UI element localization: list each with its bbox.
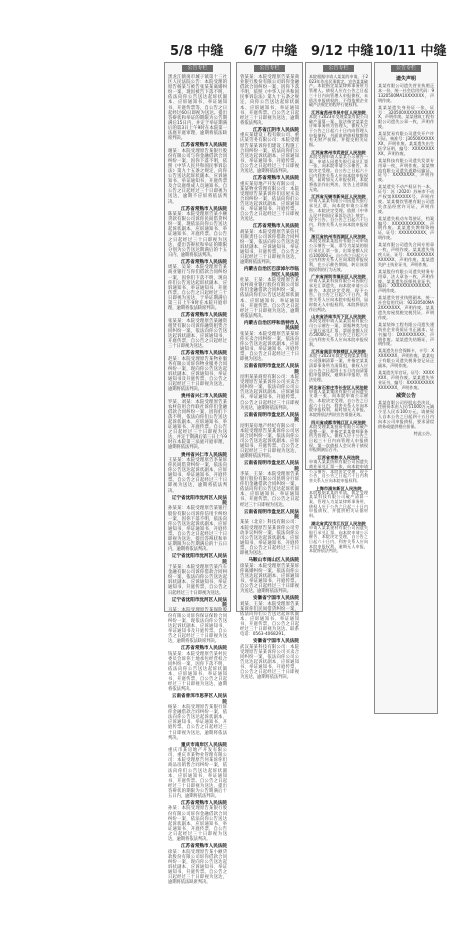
notice-paragraph bbox=[309, 521, 368, 554]
notice-court-name: 云南省昆明市盘龙区人民法院 bbox=[243, 461, 299, 472]
gutter-column-6-7 bbox=[236, 62, 303, 681]
notice-court-name: 江苏省常熟市人民法院 bbox=[181, 143, 227, 149]
gutter-column-5-8 bbox=[164, 62, 231, 886]
notice-text: 申请人某某纺织有限公司因遗失商业承兑汇票一张，向本院申请公示催告，本院决定受理，现予公告，自公告之日起六十日内利害关系人应向本院申报权利。 bbox=[309, 459, 368, 483]
notice-paragraph bbox=[168, 260, 227, 311]
column-body bbox=[375, 73, 437, 437]
notice-paragraph bbox=[168, 743, 227, 799]
notice-text: 某某有限公司遗失营业执照正本一份，统一社会信用代码：91320500MA1XXXXXXX，声明作废。 bbox=[378, 83, 434, 103]
column-header-label: 公告专栏 bbox=[323, 65, 353, 72]
notice-text: 罗某、刘某：本院受理原告某农村信用合作联社诉你们金融借款合同纠纷一案，因你们下落不明，依法向你们公告送达起诉状副本、应诉通知书、举证通知书、开庭传票。自公告之日起经过三十日即视为送达，并定于期满后第三日上午9时在本院第三法庭开庭审理，逾期将依法判决。 bbox=[168, 399, 227, 451]
notice-text: 胡某某：本院受理原告某信托有限责任公司诉你借款合同纠纷一案，依法向你公告送达起诉状副本、应诉通知书、举证通知书、开庭传票，自公告之日起经过三十日即视为送达，逾期将依法判决。 bbox=[240, 229, 299, 266]
notice-text: 本院于2023年裁定受理某某有限公司强制清算一案，并指定某某清算事务所为清算组，债权人应自公告之日起四十五日内向清算组申报债权，逾期未申报的，依法处理。 bbox=[309, 353, 368, 382]
notice-court-name: 辽宁省沈阳市沈河区人民法院 bbox=[171, 554, 227, 565]
column-header bbox=[237, 63, 302, 73]
notice-text: 申请人某某科技有限公司因银行承兑汇票遗失，向本院申请公示催告，本院决定受理，现予公告。自公告之日起六十日内，利害关系人应向本院申报权利，届时如无人申报权利，本院将依法作出判决。 bbox=[309, 278, 368, 312]
notice-paragraph bbox=[240, 413, 299, 459]
notice-text: 某某装饰工程有限公司遗失建筑业企业资质证书正副本，证书编号：DXXXXXXXXX，声明作废。某某遗失结婚证，声明作废。 bbox=[378, 321, 434, 347]
notice-paragraph bbox=[168, 75, 227, 141]
notice-text: 重庆某建设工程有限公司、重庆某劳务有限公司：本院受理原告某某诉你们建设工程施工合同纠纷一案，依法向你们公告送达起诉状副本、应诉通知书、举证通知书、开庭传票，自公告之日起经过三十日即视为送达，逾期将依法判决。 bbox=[240, 133, 299, 174]
notice-court-name: 贵州省兴仁市人民法院 bbox=[181, 394, 227, 400]
notice-court-name: 马鞍山市雨山区人民法院 bbox=[248, 558, 299, 564]
page-title-9-12: 9/12 中缝 bbox=[311, 44, 374, 59]
notice-court-name: 江苏省常熟市人民法院 bbox=[181, 801, 227, 807]
gutter-column-10-11 bbox=[374, 62, 438, 714]
notice-text: 孙某：本院受理原告某银行股份有限公司诉你金融借款合同纠纷一案，依法向你公告送达起诉状副本、应诉通知书、举证通知书、开庭传票，自公告之日起经过三十日即视为送达，逾期将依法判决。 bbox=[168, 806, 227, 843]
notice-text: 杜某、王某：本院受理原告某农村商业银行股份有限公司诉你们金融借款合同纠纷一案，依法向你们公告送达起诉状副本、应诉通知书、举证通知书、开庭传票。自公告之日起经过三十日即视为送达，逾期将依法判决。 bbox=[240, 278, 299, 319]
notice-paragraph bbox=[168, 143, 227, 204]
notice-paragraph bbox=[309, 385, 368, 418]
notice-paragraph bbox=[378, 270, 434, 295]
notice-court-name: 广东省深圳市福田区人民法院 bbox=[311, 274, 366, 280]
notice-paragraph bbox=[168, 694, 227, 740]
notice-paragraph bbox=[378, 371, 434, 391]
notice-court-name: 浙江省杭州市西湖区人民法院 bbox=[311, 234, 366, 240]
notice-paragraph bbox=[168, 453, 227, 494]
notice-text: 刘某、王某：本院受理原告某某诉你们民间借贷纠纷一案，依法向你们公告送达起诉状副本、应诉通知书、举证通知书、开庭传票，自公告之日起经过三十日即视为送达。联系电话：0563-4068291。 bbox=[240, 601, 299, 638]
notice-court-name: 内蒙古自治区巴彦淖尔市临河区人民法院 bbox=[243, 267, 299, 278]
column-body bbox=[306, 73, 371, 554]
notice-court-name: 江苏省常熟市人民法院 bbox=[181, 313, 227, 319]
notice-paragraph bbox=[240, 596, 299, 637]
page-title-5-8: 5/8 中缝 bbox=[170, 44, 224, 59]
notice-court-name: 江苏省常熟市人民法院 bbox=[253, 224, 299, 230]
notice-court-name: 辽宁省沈阳市沈河区人民法院 bbox=[171, 495, 227, 506]
notice-court-name: 江苏省常熟市人民法院 bbox=[253, 176, 299, 182]
notice-paragraph bbox=[240, 364, 299, 410]
notice-text: 某某（北京）科技有限公司：本院受理原告某某诉你公司劳动争议纠纷一案，依法向你公司公告送达起诉状副本、应诉通知书、举证通知书、开庭传票，自公告之日起经过三十日即视为送达。 bbox=[240, 520, 299, 557]
notice-paragraph bbox=[168, 351, 227, 392]
notice-text: 黑龙江鹤岗市城子镇第十三社区人民法院公告：本院受理的原告杨某与被告张某某离婚纠纷一案，现因被告下落不明，依法向你公告送达起诉状副本、应诉通知书、举证通知书、开庭传票等，自公告之日起经过60日即视为送达。提出答辩状和举证的期限为公告期满后15日内，并定于举证期满后的第3日上午9时在本院第一法庭开庭审理，逾期将依法缺席判决。 bbox=[168, 75, 227, 142]
notice-court-name: 江苏省苏州市吴中区人民法院 bbox=[311, 109, 366, 115]
notice-court-name: 重庆市南岸区人民法院 bbox=[181, 742, 227, 748]
notice-text: 陈某某：本院受理原告某小额贷款有限公司诉你民间借贷纠纷一案，现依法向你公告送达起诉状副本、应诉通知书、举证通知书、开庭传票。自公告之日起经过三十日即视为送达，提出答辩状和举证的期限分别为公告送达期满后的十五日内，逾期将依法判决。 bbox=[168, 212, 227, 258]
notice-paragraph bbox=[309, 194, 368, 232]
notice-text: 本院于2023年受理某某有限公司破产清算一案，依法指定某某会计师事务所为管理人，债权人应于公告之日起六十日内向管理人申报债权，书面说明债权数额和有无财产担保，并提交相关证据。 bbox=[309, 113, 368, 148]
notice-text: 徐某：本院受理原告某小额贷款股份有限公司诉你借款合同纠纷一案，现向你公告送达起诉状副本、应诉通知书、举证通知书、开庭传票。自公告之日起经过三十日即视为送达，逾期将依法缺席判决。 bbox=[168, 849, 227, 886]
notice-paragraph bbox=[309, 420, 368, 453]
notice-paragraph bbox=[378, 132, 434, 157]
notice-paragraph bbox=[168, 554, 227, 595]
page-title-10-11: 10/11 中缝 bbox=[375, 44, 447, 59]
gutter-column-9-12 bbox=[305, 62, 372, 554]
notice-text: 赵某：本院受理原告某物业服务有限公司诉你物业服务合同纠纷一案，现向你公告送达起诉状副本、应诉通知书、举证通知书及开庭传票，自公告之日起经过三十日即视为送达，逾期将依法判决。 bbox=[168, 356, 227, 393]
notice-court-name: 江苏省常熟市人民法院 bbox=[181, 259, 227, 265]
notice-paragraph bbox=[309, 234, 368, 272]
notice-text: 申请人某某建材有限公司因遗失银行承兑汇票，向本院申请公示催告，本院决定受理，自公告之日起六十日内，利害关系人应向本院申报权利，逾期无人申报，本院将依法判决。 bbox=[309, 524, 368, 554]
notice-paragraph bbox=[309, 75, 368, 108]
notice-paragraph bbox=[240, 176, 299, 222]
notice-court-name: 四川省成都市锦江区人民法院 bbox=[311, 419, 366, 425]
notice-text: 杨某：本院受理原告某银行诉你金融借款合同纠纷一案，依法向你公告送达起诉状副本、应诉通知书、举证通知书、开庭传票。自公告之日起经过三十日即视为送达，逾期将依法判决。 bbox=[168, 705, 227, 741]
notice-paragraph bbox=[309, 486, 368, 519]
column-header bbox=[306, 63, 371, 73]
notice-paragraph bbox=[240, 558, 299, 594]
column-header-label: 公告专栏 bbox=[182, 65, 212, 72]
column-header bbox=[165, 63, 230, 73]
column-header-label: 公告专栏 bbox=[254, 65, 284, 72]
notice-paragraph bbox=[168, 598, 227, 644]
notice-text: 本院根据申请人某某的申请，于2023年作出民事裁定，宣告某某破产。本院指定某某律师事务所为管理人。债权人应在公告之日起三十日内向管理人申报债权，未依法申报债权的，不得依照企业破产法规定的程序行使权利。 bbox=[309, 74, 368, 108]
notice-court-name: 上海市浦东新区人民法院 bbox=[315, 485, 362, 491]
notice-paragraph bbox=[378, 185, 434, 214]
notice-text: 昆明某某商贸有限公司：本院受理原告某某诉你公司买卖合同纠纷一案，依法向你公司公告送达起诉状副本、应诉通知书、举证通知书、开庭传票。自公告之日起经过三十日即视为送达，逾期将依法判决。 bbox=[240, 375, 299, 411]
notice-court-name: 湖北省武汉市江汉区人民法院 bbox=[311, 520, 366, 526]
notice-paragraph bbox=[309, 110, 368, 148]
notice-text: 某某贸易有限公司遗失开户许可证，核准号：J30500XXXXXXX，声明作废。某某遗失出生医学证明，编号：XXXXXXXXXX，声明作废。 bbox=[378, 131, 435, 156]
notice-text: 重庆市某房地产开发有限公司、重庆市某物业管理有限公司：本院受理原告何某诉你们商品房销售合同纠纷一案，依法向你们公告送达起诉状副本、应诉通知书、举证通知书、开庭传票。自公告之日起经过三十日即视为送达，提出答辩状的期限为公告期满后十五日内，逾期将依法判决。 bbox=[168, 748, 227, 799]
section-title-reduction: 减资公告 bbox=[395, 392, 416, 399]
notice-paragraph bbox=[378, 217, 434, 242]
notice-court-name: 江苏省常熟市人民法院 bbox=[181, 351, 227, 357]
notice-text: 某某股份有限公司遗失财务专用章、法人章各一枚，声明作废。某某遗失医师执业证书，编码：XXXXXXXXXXXXXX，声明作废。 bbox=[378, 268, 434, 294]
notice-court-name: 江苏省常熟市人民法院 bbox=[181, 206, 227, 212]
notice-court-name: 安徽省宁国市人民法院 bbox=[253, 596, 299, 602]
notice-paragraph bbox=[240, 128, 299, 174]
notice-text: 武汉某某科技有限公司：本院受理原告某某诉你公司买卖合同纠纷一案，依法向你公司公告送达起诉状副本、应诉通知书、举证通知书、开庭传票，自公告之日起经过三十日即视为送达，逾期将依法判决。 bbox=[240, 644, 299, 681]
signature bbox=[378, 432, 434, 437]
notice-paragraph bbox=[378, 106, 434, 131]
signature-text: 特此公告。 bbox=[413, 431, 434, 436]
notice-paragraph bbox=[240, 75, 299, 126]
section-title: 遗失声明 bbox=[395, 76, 416, 82]
notice-text: 张某某：本院受理原告某融资租赁有限公司诉你融资租赁合同纠纷一案，依法向你公告送达起诉状副本、应诉通知书、开庭传票，自公告之日起经过三十日即视为送达。 bbox=[168, 318, 227, 350]
notice-text: 某某遗失机动车驾驶证，档案编号：XXXXXXXXXXXX，声明作废。某某遗失教师资格证，证号：XXXXXXXXXX，声明作废。 bbox=[378, 215, 434, 241]
notice-text: 周某、吴某：本院受理原告某商业银行与你们借款合同纠纷一案，因你们下落不明，现向你们公告送达起诉状副本、应诉通知书、举证通知书、开庭传票。自公告之日起经过三十日即视为送达，于举证期满后第三日上午9时在本院开庭审理，逾期将依法缺席判决。 bbox=[168, 265, 227, 312]
notice-paragraph bbox=[240, 321, 299, 362]
notice-paragraph bbox=[168, 394, 227, 450]
notice-paragraph bbox=[378, 349, 434, 369]
notice-court-name: 云南省普洱市思茅区人民法院 bbox=[171, 694, 227, 705]
notice-text: 曾某某：本院受理原告某某商业银行股份有限公司诉你金融借款合同纠纷一案，因你下落不明，依照《中华人民共和国民事诉讼法》第九十五条之规定，向你公告送达起诉状副本、应诉通知书、举证通知书、开庭传票。自公告之日起经过三十日即视为送达，逾期将依法判决。 bbox=[240, 75, 299, 126]
notice-paragraph bbox=[168, 844, 227, 885]
notice-text: 某某科技有限公司遗失发票专用章一枚，声明作废。某某物流有限公司遗失道路运输证，证号：XXXXXXXX，声明作废。 bbox=[378, 157, 434, 183]
notice-court-name: 辽宁省沈阳市沈河区人民法院 bbox=[171, 597, 227, 609]
notice-paragraph bbox=[378, 296, 434, 321]
notice-paragraph bbox=[309, 150, 368, 193]
notice-court-name: 云南省昆明市盘龙区人民法院 bbox=[243, 412, 299, 424]
column-body bbox=[237, 73, 302, 680]
notice-paragraph bbox=[240, 639, 299, 680]
notice-text: 申请人某某集团有限公司因遗失支票一张，向本院申请公示催告，本院决定受理，自公告之日起六十日内，利害关系人应向本院申报权利，届时如无人申报，本院将依法判决宣告票据无效。 bbox=[309, 388, 368, 418]
notice-text: 某某某遗失身份证一张，证号：320500XXXXXXXXXXXX，声明作废。某某建筑工程有限公司遗失公章一枚，声明作废。 bbox=[378, 104, 434, 130]
notice-court-name: 江苏省无锡市新吴区人民法院 bbox=[311, 194, 366, 200]
notice-text: 李某、王某：本院受理原告某银行股份有限公司昆明分行诉你们金融借款合同纠纷一案，依法向你们公告送达起诉状副本、应诉通知书、举证通知书、开庭传票。自公告之日起经过三十日即视为送达。 bbox=[240, 472, 299, 508]
notice-paragraph bbox=[168, 646, 227, 692]
notice-paragraph bbox=[168, 313, 227, 349]
notice-paragraph bbox=[168, 207, 227, 258]
notice-court-name: 贵州省兴仁市人民法院 bbox=[181, 452, 227, 458]
column-header-label: 公告专栏 bbox=[391, 65, 421, 72]
notice-court-name: 江苏省江阴市人民法院 bbox=[253, 127, 299, 133]
notice-paragraph bbox=[378, 159, 434, 184]
notice-text: 本院受理申请人某某贸易有限公司公示催告一案，票据种类为电子银行承兑汇票，票面金额人民币50000元，自公告之日起六十日内利害关系人应向本院申报权利。 bbox=[309, 318, 368, 347]
notice-paragraph bbox=[168, 496, 227, 553]
page-title-6-7: 6/7 中缝 bbox=[244, 44, 298, 59]
notice-text: 某某遗失营业执照副本，统一社会信用代码：92320500MA2XXXXXXX，声明作废。某某遗失房屋契税完税凭证，声明作废。 bbox=[378, 295, 434, 320]
notice-court-name: 江苏省常熟市人民法院 bbox=[317, 455, 360, 461]
notice-text: 于某某：本院受理原告某汽车金融有限公司诉你借款合同纠纷一案，依法向你公告送达起诉状副本、应诉通知书、举证通知书、开庭传票，自公告之日起经过三十日即视为送达。 bbox=[168, 565, 227, 596]
notice-paragraph bbox=[378, 401, 434, 430]
notice-text: 本院受理某某投资有限公司破产重整一案，并指定某某律师事务所为管理人。债权人应于公告之日起三十日内向管理人申报债权，第一次债权人会议将于债权申报期满后召开。 bbox=[309, 423, 368, 453]
notice-paragraph bbox=[378, 243, 434, 268]
column-header bbox=[375, 63, 437, 73]
notice-paragraph bbox=[378, 323, 434, 348]
notice-court-name: 云南省昆明市盘龙区人民法院 bbox=[243, 364, 299, 375]
notice-court-name: 江苏省常熟市人民法院 bbox=[181, 646, 227, 652]
notice-court-name: 云南省昆明市盘龙区人民法院 bbox=[243, 509, 299, 521]
notice-text: 本院根据某某的申请，裁定受理某某科技有限公司破产清算一案，管理人为某某律师事务所，债权人应于公告之日起三十日内申报债权，并提供相关证据材料。 bbox=[309, 489, 368, 519]
notice-paragraph bbox=[240, 224, 299, 265]
column-body bbox=[165, 73, 230, 885]
notice-paragraph bbox=[240, 510, 299, 556]
notice-paragraph bbox=[309, 349, 368, 382]
notice-paragraph bbox=[240, 267, 299, 319]
notice-court-name: 河北省石家庄市长安区人民法院 bbox=[309, 384, 368, 390]
notice-text: 本院受理某某股份有限公司申请公示催告一案，票号为某某的银行承兑汇票一张，出票金额人民币100000元，自公告之日起六十日内利害关系人应向本院申报权利，在公示催告期间，转让该票据权利的行为无效。 bbox=[309, 238, 368, 272]
notice-text: 重庆某房地产开发有限公司、某某物业管理有限公司：本院受理原告某某诉你们房屋买卖合同纠纷一案，依法向你们公告送达起诉状副本、应诉通知书、举证通知书、开庭传票。自公告之日起经过三十日即视为送达。 bbox=[240, 181, 299, 223]
notice-court-name: 江苏省常州市武进区人民法院 bbox=[311, 149, 366, 155]
notice-court-name: 内蒙古自治区呼和浩特市人民法院 bbox=[243, 320, 299, 332]
notice-paragraph bbox=[168, 801, 227, 842]
notice-text: 某某有限公司经股东会决议，注册资本由人民币1000万元减少至人民币100万元，请债权人自本公告之日起四十五日内向本公司申报债权，要求清偿债务或提供相应担保。 bbox=[378, 399, 434, 430]
notice-text: 昆明某房地产经纪有限公司：本院受理原告某某诉你公司居间合同纠纷一案，依法向你公司公告送达起诉状副本、应诉通知书、开庭传票，自公告之日起经过三十日即视为送达，逾期将依法判决。 bbox=[240, 423, 299, 460]
notice-text: 某某遗失社会保障卡，卡号：XXXXXXXX，声明作废。某某电子有限公司遗失税务登记证正副本，声明作废。 bbox=[378, 348, 434, 369]
notice-text: 钱某某：本院受理原告某村民委员会诉你土地承包经营权合同纠纷一案，因你下落不明，依法向你公告送达起诉状副本、应诉通知书、举证通知书、开庭传票，自公告之日起经过三十日即视为送达，逾期将依法判决。 bbox=[168, 651, 227, 693]
notice-court-name: 山东省济南市历下区人民法院 bbox=[311, 314, 366, 320]
notice-text: 马某：本院受理原告某保险股份有限公司诉你保证保险合同纠纷一案，现依法向你公告送达起诉状副本、应诉通知书、举证通知书及开庭传票。自公告之日起经过三十日即视为送达，逾期将依法缺席判决。 bbox=[168, 608, 227, 644]
notice-court-name: 安徽省宁国市人民法院 bbox=[253, 639, 299, 645]
notice-text: 某某遗失不动产权证书一本，证号：苏（2020）苏州市不动产权第XXXXXXX号，声明作废。某某餐饮管理有限公司遗失食品经营许可证，声明作废。 bbox=[378, 184, 434, 214]
notice-text: 本院受理申请人某某公示催告一案，申请人因遗失银行承兑汇票一张，向本院申请公示催告，本院决定受理。自公告之日起六十日内利害关系人应向本院申报权利，届时如无人申报权利，本院将依法作出判决，宣告上述票据无效。 bbox=[309, 153, 368, 192]
notice-text: 某某有限公司遗失合同专用章一枚，声明作废。某某遗失残疾人证，证号：XXXXXXXXXXXXXXXX，声明作废。某某遗失护士执业证书，声明作废。 bbox=[378, 242, 434, 267]
notice-paragraph bbox=[309, 314, 368, 347]
notice-paragraph bbox=[309, 274, 368, 312]
notice-paragraph bbox=[309, 455, 368, 484]
notice-paragraph bbox=[240, 461, 299, 507]
notice-text: 某某遗失军官证，证号：XXXXXXX，声明作废。某某遗失毕业证书，编号：XXXXXXXXXXXXXXXXX，声明作废。 bbox=[378, 369, 434, 390]
notice-text: 徐某某：本院受理原告某某诉你离婚纠纷一案，依法向你公告送达起诉状副本、应诉通知书、举证通知书、开庭传票。自公告之日起经过三十日即视为送达，逾期将依法判决。 bbox=[240, 563, 299, 594]
notice-court-name: 江苏省常熟市人民法院 bbox=[181, 844, 227, 850]
notice-text: 谢某：本院受理原告某银行股份有限公司与你金融借款合同纠纷一案，因你下落不明，依照《中华人民共和国民事诉讼法》第九十五条之规定，向你公告送达起诉状副本、应诉通知书、举证通知书、开庭传票及合议庭组成人员通知书。自公告之日起经过三十日即视为送达，逾期不应诉将依法判决。 bbox=[168, 148, 227, 205]
notice-text: 申请人某某有限公司因遗失银行承兑汇票，向本院申请公示催告，本院决定受理。依照《中华人民共和国民事诉讼法》规定，现予公告。自公告之日起六十日内，利害关系人应向本院申报权利。 bbox=[309, 198, 368, 232]
notice-text: 王某某：本院受理原告李某诉你民间借贷纠纷一案，依法向你公告送达起诉状副本、应诉通知书、举证通知书、开庭传票。自公告之日起经过三十日即视为送达，逾期将依法判决。 bbox=[168, 457, 227, 494]
notice-text: 张某某：本院受理原告某某诉你买卖合同纠纷一案，依法向你公告送达起诉状副本、应诉通知书、举证通知书、开庭传票，自公告之日起经过三十日即视为送达。 bbox=[240, 331, 299, 363]
notice-court-name: 江苏省南京市鼓楼区人民法院 bbox=[311, 349, 366, 355]
notice-text: 孙某某：本院受理原告某银行股份有限公司诉你信用卡纠纷一案，因你下落不明，依法向你公告送达起诉状副本、应诉通知书、举证通知书、开庭传票。自公告之日起经过三十日即视为送达，提出答辩状和举证期限为公告期满后的十五日内，逾期将依法判决。 bbox=[168, 506, 227, 553]
notice-paragraph bbox=[378, 84, 434, 104]
